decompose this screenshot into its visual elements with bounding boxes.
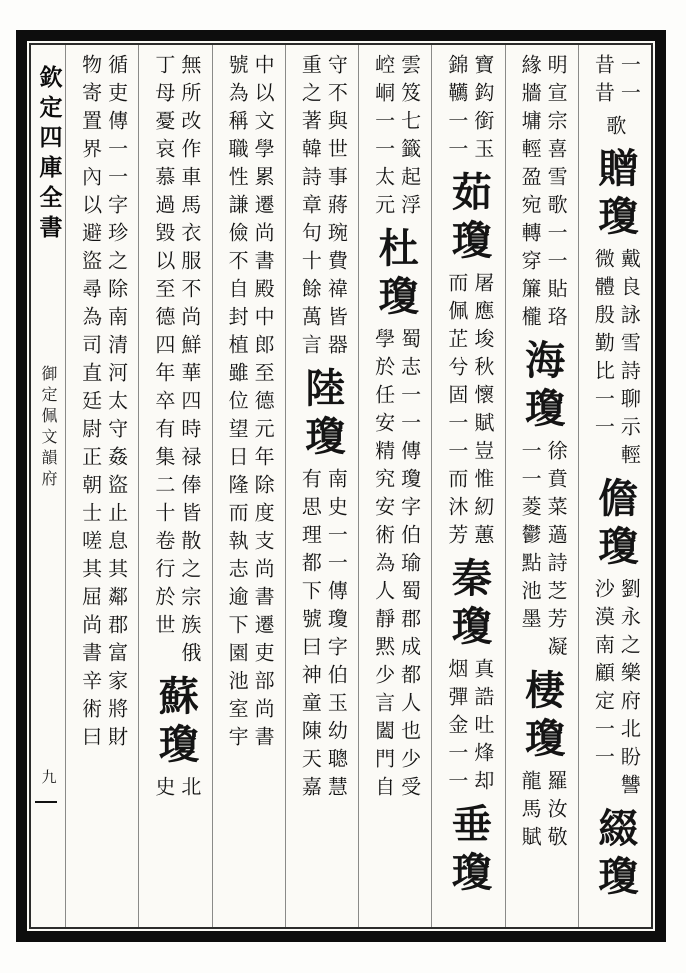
headword: 贈瓊 xyxy=(591,147,638,243)
note-line-right: 劉永之樂府北盼讐 xyxy=(617,578,642,802)
note-line-right: 守不與世事蔣琬費禕皆器 xyxy=(324,54,349,362)
note-line-left: 學於任安精究安術為人靜黙少言闔門自 xyxy=(371,328,396,804)
note-line-left: 龍馬賦 xyxy=(518,770,543,854)
headword: 秦瓊 xyxy=(445,557,492,653)
content-column-2 xyxy=(505,45,578,927)
note-line-left: 一一菱鬱點池墨 xyxy=(518,440,543,636)
headword: 儋瓊 xyxy=(591,477,638,573)
note-line-left: 重之著韓詩章句十餘萬言 xyxy=(298,54,323,362)
note-line-left: 史 xyxy=(151,776,176,804)
note-line-left: 號為稱職性謙儉不自封植雖位望日隆而執志逾下園池室宇 xyxy=(225,54,250,754)
note-pair xyxy=(590,578,642,802)
content-column-6 xyxy=(212,45,285,927)
note-line-right: 戴良詠雪詩聊示輕 xyxy=(617,248,642,472)
note-line-right: 循吏傳一一字珍之除南清河太守姦盜止息其鄰郡富家將財 xyxy=(104,54,129,754)
note-line-right: 徐賁菜薖詩芝芳凝 xyxy=(544,440,569,664)
content-column-5 xyxy=(285,45,358,927)
note-pair xyxy=(371,328,420,804)
note-pair xyxy=(517,440,569,664)
page-number-text: 九 xyxy=(39,769,58,784)
note-pair xyxy=(517,770,569,854)
note-line-left: 緣牆墉輕盈宛轉穿簾櫳 xyxy=(518,54,543,334)
note-line-left: 沙漠南顧定一一 xyxy=(591,578,616,774)
note-line-right: 雲笈七籤起浮 xyxy=(397,54,422,222)
headword: 海瓊 xyxy=(518,339,565,435)
note-line-right: 一一 xyxy=(617,54,642,110)
content-column-4 xyxy=(358,45,431,927)
headword: 茹瓊 xyxy=(445,171,492,267)
note-line-left: 微體殷勤比一一 xyxy=(591,248,616,444)
note-pair xyxy=(78,54,127,754)
headword: 垂瓊 xyxy=(445,803,492,899)
page-number-rule xyxy=(35,801,57,803)
note-line-left: 錦韉一一 xyxy=(444,54,469,166)
note-line-right: 中以文學累遷尚書殿中郎至德元年除度支尚書遷吏部尚書 xyxy=(251,54,276,754)
note-pair xyxy=(371,54,420,222)
library-title xyxy=(31,65,65,245)
note-line-right: 屠應埈秋懷賦豈惟紉蕙 xyxy=(470,272,495,552)
note-pair xyxy=(517,54,569,334)
note-line-right: 明宣宗喜雪歌一一貼珞 xyxy=(544,54,569,334)
note-line-right: 無所改作車馬衣服不尚鮮華四時禄俸皆散之宗族俄 xyxy=(177,54,202,670)
note-line-right: 北 xyxy=(177,776,202,804)
note-line-right: 蜀志一一傳瓊字伯瑜蜀郡成都人也少受 xyxy=(397,328,422,804)
note-line-right: 真誥吐烽却 xyxy=(470,658,495,798)
note-pair xyxy=(224,54,276,754)
headword: 陸瓊 xyxy=(298,367,345,463)
margin-strip xyxy=(31,45,65,927)
book-title-text: 御定佩文韻府 xyxy=(39,365,58,491)
headword: 杜瓊 xyxy=(372,227,419,323)
note-line-right: 寶鈎銜玉 xyxy=(470,54,495,166)
content-column-7 xyxy=(138,45,211,927)
note-pair xyxy=(590,54,642,110)
note-pair xyxy=(151,54,200,670)
note-line-left: 烟彈金一一 xyxy=(444,658,469,798)
headword: 蘇瓊 xyxy=(152,675,199,771)
note-line-right: 南史一一傳瓊字伯玉幼聰慧 xyxy=(324,468,349,804)
note-line-left: 丁母憂哀慕過毀以至德四年卒有集二十卷行於世 xyxy=(151,54,176,642)
note-pair xyxy=(297,54,349,362)
note-line-left: 昔昔 xyxy=(591,54,616,110)
page-frame-inner xyxy=(29,43,653,929)
page-number xyxy=(31,769,65,784)
note-line-left: 而佩芷兮固一一而沐芳 xyxy=(444,272,469,552)
note-line-left: 崆峒一一太元 xyxy=(371,54,396,222)
note-pair xyxy=(151,776,200,804)
note-pair xyxy=(297,468,349,804)
content-column-1 xyxy=(578,45,651,927)
note-pair xyxy=(590,248,642,472)
page-frame xyxy=(16,30,666,942)
note-line-right: 羅汝敬 xyxy=(544,770,569,854)
book-title xyxy=(31,365,65,491)
note-pair xyxy=(444,658,493,798)
small-center-text: 歌 xyxy=(602,115,627,143)
content-column-3 xyxy=(431,45,504,927)
headword: 棲瓊 xyxy=(518,669,565,765)
note-line-left: 物寄置界內以避盜尋為司直廷尉正朝士嗟其屈尚書辛術曰 xyxy=(78,54,103,754)
note-line-left: 有思理都下號曰神童陳天嘉 xyxy=(298,468,323,804)
content-column-8 xyxy=(65,45,138,927)
note-pair xyxy=(444,272,493,552)
library-title-text: 欽定四庫全書 xyxy=(35,65,62,245)
note-pair xyxy=(444,54,493,166)
headword: 綴瓊 xyxy=(591,807,638,903)
